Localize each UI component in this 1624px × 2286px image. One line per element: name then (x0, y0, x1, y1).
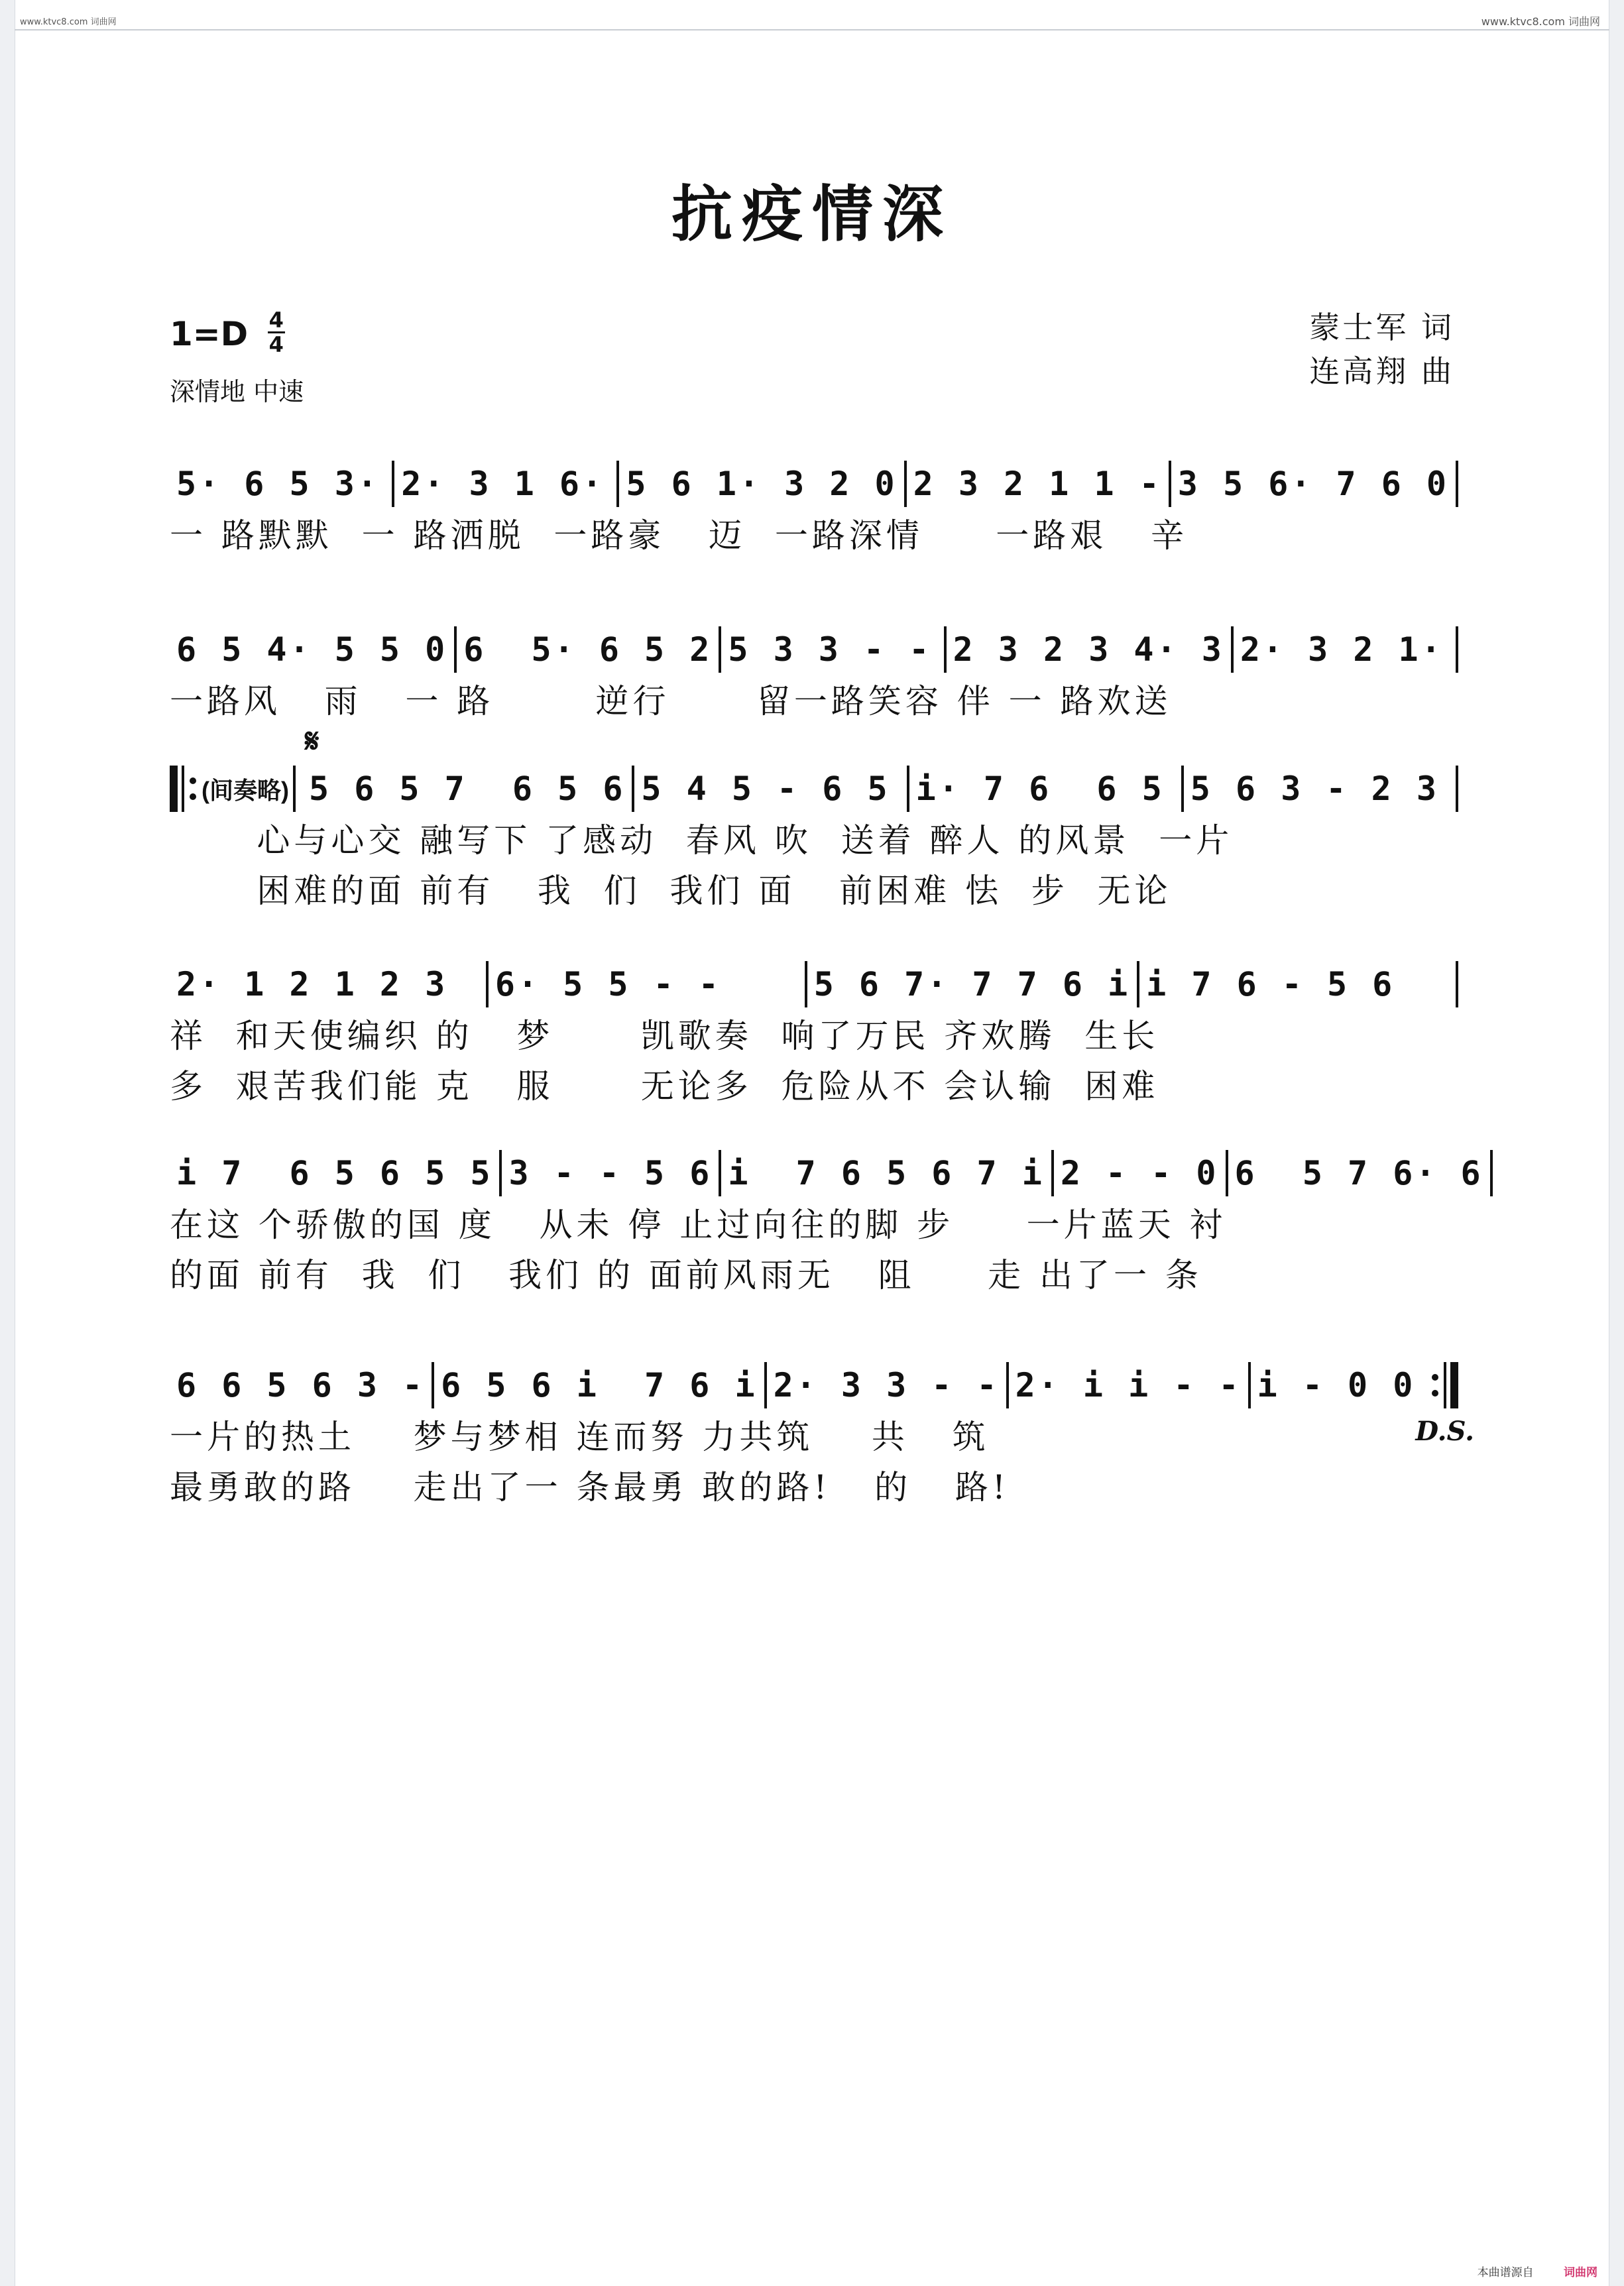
time-top: 4 (268, 308, 284, 333)
segno-sign: 𝄋 (305, 721, 319, 760)
barline (1456, 766, 1458, 812)
composer-credit: 连高翔 曲 (1309, 353, 1454, 389)
measure: 2 3 2 1 1 - (913, 465, 1162, 503)
measure: 5 6 1· 3 2 0 (626, 465, 898, 503)
footer-brand: 词曲网 (1564, 2266, 1597, 2279)
bar-group (170, 461, 1458, 507)
barline (1456, 461, 1458, 507)
barline (1456, 626, 1458, 673)
measure: 2· i i - - (1015, 1366, 1242, 1404)
tempo-marking: 深情地 中速 (170, 377, 304, 406)
measure: 2· 3 2 1· (1240, 630, 1444, 669)
lyric-line: 最勇敢的路 走出了一 条最勇 敢的路! 的 路! (170, 1468, 1010, 1507)
top-rule (15, 29, 1609, 30)
key-signature (170, 308, 285, 360)
staff-line (170, 762, 1458, 815)
right-margin-strip (1609, 0, 1624, 2286)
score-row-3 (170, 762, 1458, 916)
lyric-line: 在这 个骄傲的国 度 从未 停 止过向往的脚 步 一片蓝天 衬 (170, 1206, 1227, 1244)
measure: 6· 5 5 - - (494, 965, 721, 1003)
staff-line (170, 623, 1458, 676)
measure: i 7 6 5 6 7 i (728, 1154, 1045, 1192)
staff-line (170, 958, 1458, 1011)
footer-source (1478, 2263, 1597, 2279)
left-margin-strip (0, 0, 15, 2286)
measure: 3 - - 5 6 (508, 1154, 713, 1192)
measure: 6 5 7 6· 6 (1234, 1154, 1483, 1192)
lyric-line: 祥 和天使编织 的 梦 凯歌奏 响了万民 齐欢腾 生长 (170, 1017, 1159, 1055)
measure: 5 6 5 7 6 5 6 (308, 770, 626, 808)
barline (293, 766, 296, 812)
score-row-4 (170, 958, 1458, 1112)
measure: i 7 6 5 6 5 5 (176, 1154, 493, 1192)
bar-group (302, 766, 1458, 812)
measure: 6 5 6 i 7 6 i (441, 1366, 758, 1404)
measure: 2 - - 0 (1060, 1154, 1219, 1192)
score-row-6 (170, 1359, 1458, 1513)
measure: 2 3 2 3 4· 3 (953, 630, 1224, 669)
bar-group (170, 626, 1458, 673)
barline (182, 766, 184, 812)
measure: 5 6 3 - 2 3 (1190, 770, 1439, 808)
repeat-dots (190, 777, 196, 800)
score-row-2 (170, 623, 1458, 726)
key-label: 1=D (170, 315, 249, 353)
lyric-line: 一 路默默 一 路洒脱 一路豪 迈 一路深情 一路艰 辛 (170, 516, 1188, 555)
lyric-line: 多 艰苦我们能 克 服 无论多 危险从不 会认输 困难 (170, 1067, 1159, 1106)
measure: 3 5 6· 7 6 0 (1177, 465, 1450, 503)
thick-barline (170, 766, 178, 812)
dal-segno-marking: D.S. (1415, 1416, 1474, 1447)
measure: i 7 6 - 5 6 (1146, 965, 1395, 1003)
footer-source-label: 本曲谱源自 (1477, 2266, 1534, 2279)
staff-line (170, 1359, 1458, 1412)
staff-line (170, 457, 1458, 510)
score-row-1 (170, 457, 1458, 561)
site-watermark-left: www.ktvc8.com 词曲网 (20, 17, 117, 27)
score-row-5 (170, 1147, 1483, 1300)
measure: 2· 3 1 6· (401, 465, 605, 503)
interlude-label: (间奏略) (202, 776, 289, 804)
barline (1490, 1150, 1493, 1196)
measure: 6 6 5 6 3 - (176, 1366, 426, 1404)
measure: 6 5 4· 5 5 0 (176, 630, 448, 669)
measure: 5 3 3 - - (728, 630, 932, 669)
lyric-line: 一片的热土 梦与梦相 连而努 力共筑 共 筑 (170, 1418, 990, 1456)
bar-group (170, 1150, 1493, 1196)
lyric-line: 心与心交 融写下 了感动 春风 吹 送着 醉人 的风景 一片 (170, 821, 1234, 860)
thick-barline (1450, 1362, 1458, 1408)
measure: 5 6 7· 7 7 6 i (813, 965, 1131, 1003)
barline (1456, 961, 1458, 1007)
staff-line (170, 1147, 1483, 1200)
lyricist-credit: 蒙士军 词 (1309, 310, 1454, 345)
repeat-dots (1432, 1374, 1438, 1397)
lyric-line: 困难的面 前有 我 们 我们 面 前困难 怯 步 无论 (170, 872, 1172, 910)
measure: 5 4 5 - 6 5 (641, 770, 890, 808)
measure: 5· 6 5 3· (176, 465, 380, 503)
bar-group (170, 1362, 1426, 1408)
barline (1444, 1362, 1446, 1408)
site-watermark-right: www.ktvc8.com 词曲网 (1481, 15, 1600, 28)
time-signature (268, 309, 285, 356)
song-title: 抗疫情深 (671, 178, 953, 250)
measure: 2· 1 2 1 2 3 (176, 965, 448, 1003)
repeat-start-sign (170, 766, 296, 812)
measure: 2· 3 3 - - (773, 1366, 1000, 1404)
measure: i - 0 0 (1257, 1366, 1416, 1404)
lyric-line: 一路风 雨 一 路 逆行 留一路笑容 伴 一 路欢送 (170, 682, 1172, 720)
measure: 6 5· 6 5 2 (463, 630, 713, 669)
measure: i· 7 6 6 5 (915, 770, 1165, 808)
lyric-line: 的面 前有 我 们 我们 的 面前风雨无 阻 走 出了一 条 (170, 1256, 1202, 1294)
bar-group (170, 961, 1458, 1007)
repeat-end-sign (1426, 1362, 1458, 1408)
time-bottom: 4 (268, 332, 284, 357)
